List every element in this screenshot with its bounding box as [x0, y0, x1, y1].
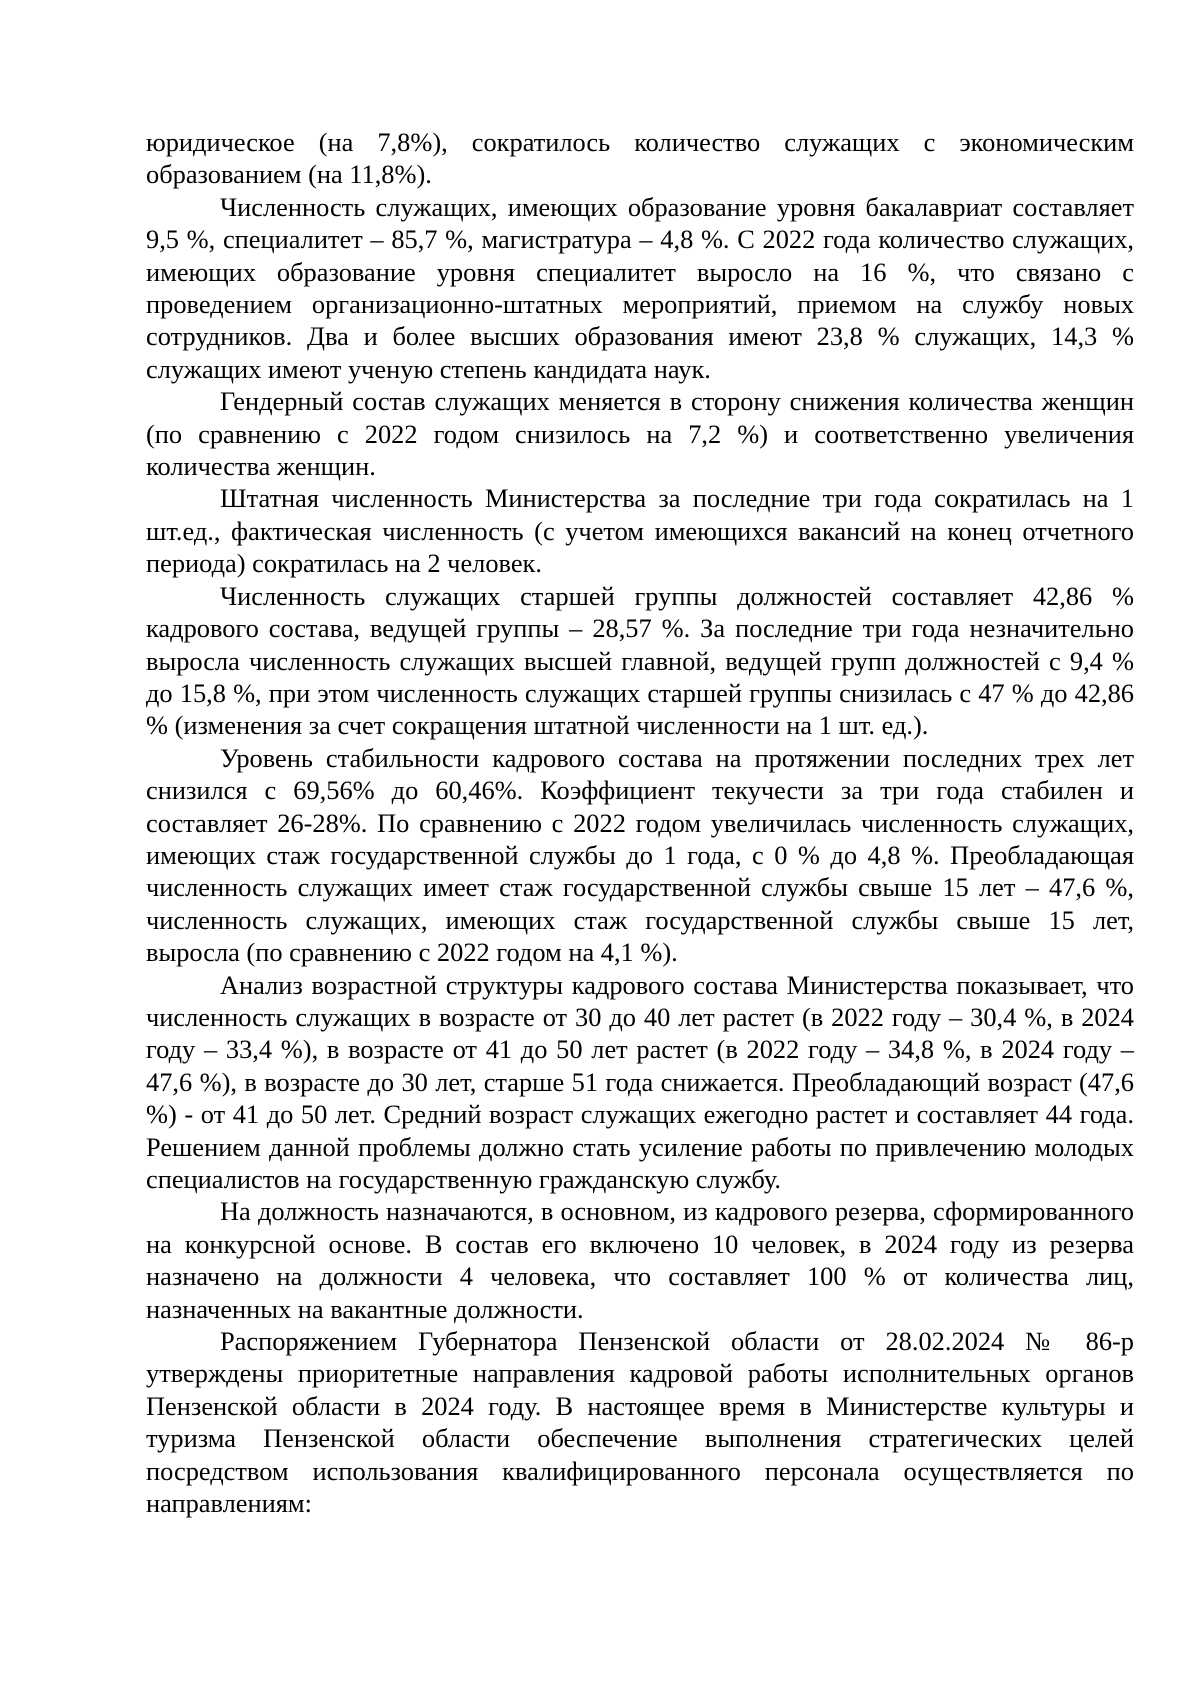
- paragraph-continuation: юридическое (на 7,8%), сократилось количество служащих с экономическим образованием (на 11,8%).: [146, 127, 1134, 190]
- paragraph-staff-numbers: Штатная численность Министерства за последние три года сократилась на 1 шт.ед., фактическая численность (с учетом имеющихся вакансий на конец отчетного периода) сократилась на 2 человек.: [146, 483, 1134, 579]
- paragraph-age-structure: Анализ возрастной структуры кадрового состава Министерства показывает, что численность служащих в возрасте от 30 до 40 лет растет (в 2022 году – 30,4 %, в 2024 году – 33,4 %), в возрасте от 41 до 50 лет растет (в 2022 году – 34,8 %, в 2024 году – 47,6 %), в возрасте до 30 лет, старше 51 года снижается. Преобладающий возраст (47,6 %) - от 41 до 50 лет. Средний возраст служащих ежегодно растет и составляет 44 года. Решением данной проблемы должно стать усиление работы по привлечению молодых специалистов на государственную гражданскую службу.: [146, 969, 1134, 1194]
- paragraph-position-groups: Численность служащих старшей группы должностей составляет 42,86 % кадрового состава, ведущей группы – 28,57 %. За последние три года незначительно выросла численность служащих высшей главной, ведущей групп должностей с 9,4 % до 15,8 %, при этом численность служащих старшей группы снизилась с 47 % до 42,86 % (изменения за счет сокращения штатной численности на 1 шт. ед.).: [146, 580, 1134, 741]
- document-body: [146, 126, 1134, 1519]
- paragraph-gender-composition: Гендерный состав служащих меняется в сторону снижения количества женщин (по сравнению с 2022 годом снизилось на 7,2 %) и соответственно увеличения количества женщин.: [146, 386, 1134, 482]
- paragraph-governor-order: Распоряжением Губернатора Пензенской области от 28.02.2024 № 86-р утверждены приоритетные направления кадровой работы исполнительных органов Пензенской области в 2024 году. В настоящее время в Министерстве культуры и туризма Пензенской области обеспечение выполнения стратегических целей посредством использования квалифицированного персонала осуществляется по направлениям:: [146, 1326, 1134, 1519]
- paragraph-education-levels: Численность служащих, имеющих образование уровня бакалавриат составляет 9,5 %, специалитет – 85,7 %, магистратура – 4,8 %. С 2022 года количество служащих, имеющих образование уровня специалитет выросло на 16 %, что связано с проведением организационно-штатных мероприятий, приемом на службу новых сотрудников. Два и более высших образования имеют 23,8 % служащих, 14,3 % служащих имеют ученую степень кандидата наук.: [146, 191, 1134, 384]
- paragraph-personnel-reserve: На должность назначаются, в основном, из кадрового резерва, сформированного на конкурсной основе. В состав его включено 10 человек, в 2024 году из резерва назначено на должности 4 человека, что составляет 100 % от количества лиц, назначенных на вакантные должности.: [146, 1196, 1134, 1324]
- paragraph-staff-stability: Уровень стабильности кадрового состава на протяжении последних трех лет снизился с 69,56% до 60,46%. Коэффициент текучести за три года стабилен и составляет 26-28%. По сравнению с 2022 годом увеличилась численность служащих, имеющих стаж государственной службы до 1 года, с 0 % до 4,8 %. Преобладающая численность служащих имеет стаж государственной службы свыше 15 лет – 47,6 %, численность служащих, имеющих стаж государственной службы свыше 15 лет, выросла (по сравнению с 2022 годом на 4,1 %).: [146, 742, 1134, 968]
